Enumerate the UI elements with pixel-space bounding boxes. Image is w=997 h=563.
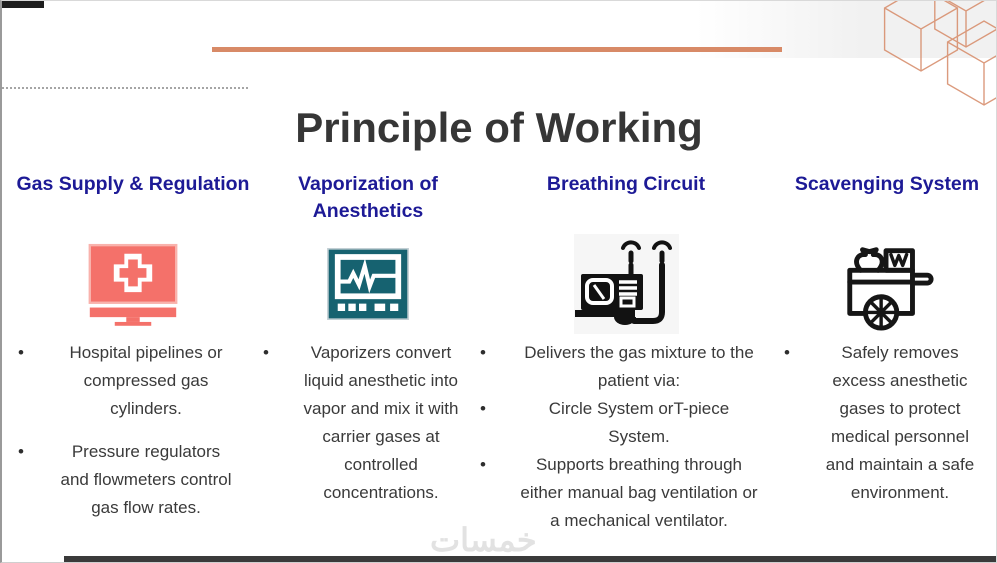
waste-cart-icon [778, 231, 996, 337]
bullet-item [474, 395, 778, 451]
bullet-item [257, 339, 479, 507]
column-scavenging [778, 171, 996, 507]
bullet-marker: • [480, 455, 486, 474]
column-heading: Vaporization of Anesthetics [298, 173, 438, 222]
bullet-text: Hospital pipelines or compressed gas cylinders. [69, 343, 223, 418]
bullet-item [474, 339, 778, 395]
bullet-text: Vaporizers convert liquid anesthetic into vapor and mix it with carrier gases at controlled concentrations. [303, 343, 459, 502]
bullet-item [12, 339, 254, 423]
bullet-text: Pressure regulators and flowmeters control gas flow rates. [60, 442, 232, 517]
bullet-marker: • [480, 343, 486, 362]
bullet-list [778, 339, 996, 507]
page-title: Principle of Working [295, 104, 703, 152]
bullet-text: Delivers the gas mixture to the patient via: [524, 343, 754, 390]
bullet-marker: • [480, 399, 486, 418]
bullet-item [778, 339, 996, 507]
vitals-monitor-icon [257, 231, 479, 337]
bullet-marker: • [18, 343, 24, 362]
bullet-text: Circle System orT-piece System. [548, 399, 730, 446]
column-heading: Breathing Circuit [546, 173, 706, 195]
bullet-list [474, 339, 778, 535]
bullet-marker: • [18, 442, 24, 461]
watermark: خمسات [430, 522, 537, 558]
column-breathing-circuit [474, 171, 778, 535]
column-vaporization [257, 171, 479, 507]
dotted-divider [2, 87, 248, 89]
bullet-text: Safely removes excess anesthetic gases to protect medical personnel and maintain a safe environment. [825, 343, 975, 502]
column-gas-supply [12, 171, 254, 522]
anesthesia-machine-icon [474, 231, 778, 337]
column-heading: Scavenging System [794, 173, 980, 195]
accent-bar [212, 47, 782, 52]
top-left-corner-mark [2, 1, 44, 8]
bullet-item [12, 438, 254, 522]
bullet-list [257, 339, 479, 507]
bullet-text: Supports breathing through either manual bag ventilation or a mechanical ventilator. [520, 455, 758, 530]
column-heading: Gas Supply & Regulation [16, 173, 250, 195]
bullet-marker: • [263, 343, 269, 362]
bullet-marker: • [784, 343, 790, 362]
bullet-list [12, 339, 254, 522]
medical-monitor-icon [12, 231, 254, 337]
